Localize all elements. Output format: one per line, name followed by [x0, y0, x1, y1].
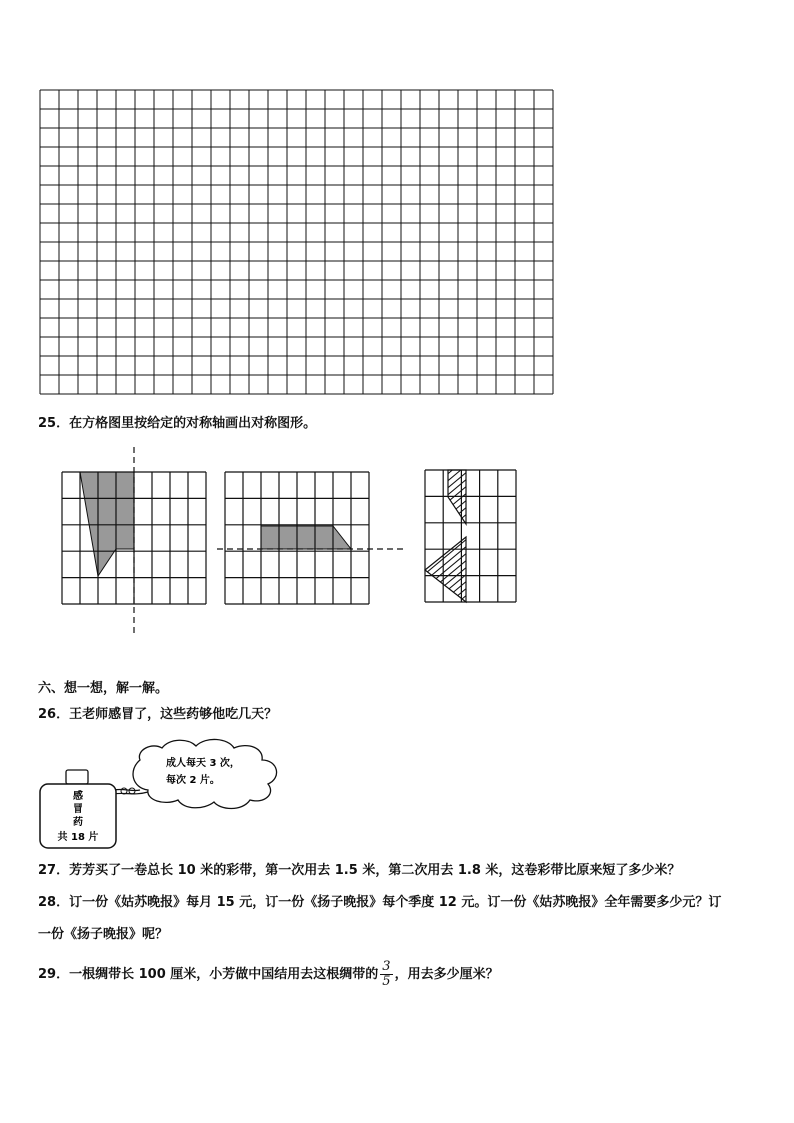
question-text-line-1: 订一份《姑苏晚报》每月 15 元，订一份《扬子晚报》每个季度 12 元。订一份《姑苏晚报》全年需要多少元？订: [69, 895, 722, 910]
shaded-shape: [261, 526, 351, 549]
medicine-illustration: [36, 738, 306, 853]
fraction-numerator: 3: [382, 959, 391, 974]
question-number: 26．: [38, 707, 70, 722]
question-number: 28．: [38, 895, 70, 910]
hatch-line: [420, 535, 480, 585]
hatch-line: [420, 528, 480, 578]
hatch-line: [420, 496, 480, 546]
hatch-line: [420, 465, 480, 469]
question-text: 在方格图里按给定的对称轴画出对称图形。: [69, 416, 317, 431]
bubble-line-2: 每次 2 片。: [166, 775, 220, 786]
hatch-line: [420, 500, 480, 550]
fraction-denominator: 5: [382, 974, 391, 989]
bottle-label-3: 药: [73, 817, 83, 828]
answer-grid: [39, 89, 557, 397]
section-title: 六、想一想，解一解。: [38, 681, 169, 696]
bottle-total: 共 18 片: [57, 832, 99, 843]
question-number: 27．: [38, 863, 70, 878]
bubble-line-1: 成人每天 3 次，: [166, 758, 240, 769]
symmetry-figure-2: [215, 468, 405, 608]
bottle-cap: [66, 770, 88, 784]
hatch-line: [420, 468, 480, 518]
speech-bubble: [133, 739, 277, 808]
hatched-triangle-bottom: [425, 537, 466, 602]
hatch-line: [420, 465, 480, 483]
hatch-line: [420, 605, 480, 607]
hatch-line: [420, 514, 480, 564]
hatch-line: [420, 465, 480, 504]
question-28: [38, 895, 721, 911]
hatch-line: [420, 482, 480, 532]
question-text: 芳芳买了一卷总长 10 米的彩带，第一次用去 1.5 米，第二次用去 1.8 米，这卷彩带比原来短了多少米？: [69, 863, 681, 878]
question-text: 王老师感冒了，这些药够他吃几天？: [69, 707, 278, 722]
shaded-shape: [80, 472, 134, 576]
hatch-line: [420, 580, 480, 607]
hatch-line: [420, 563, 480, 607]
fraction: [380, 960, 392, 989]
symmetry-figure-3: [420, 465, 520, 607]
question-27: [38, 863, 680, 879]
question-28-continued: 一份《扬子晚报》呢？: [38, 927, 169, 942]
question-26: [38, 707, 277, 723]
hatch-line: [420, 549, 480, 599]
hatch-line: [420, 591, 480, 607]
question-text-after: ，用去多少厘米？: [394, 967, 499, 982]
question-number: 29．: [38, 967, 70, 982]
hatch-line: [420, 566, 480, 607]
bottle-label-2: 冒: [73, 804, 83, 815]
question-number: 25．: [38, 416, 70, 431]
hatch-line: [420, 521, 480, 571]
question-text-before: 一根绸带长 100 厘米，小芳做中国结用去这根绸带的: [69, 967, 379, 982]
question-25: [38, 416, 316, 432]
hatch-pattern: [420, 465, 480, 607]
question-29: [38, 957, 499, 993]
symmetry-figure-1: [55, 445, 225, 637]
hatch-line: [420, 503, 480, 553]
bottle-label-1: 感: [73, 791, 83, 802]
hatch-line: [420, 556, 480, 606]
hatch-line: [420, 594, 480, 607]
